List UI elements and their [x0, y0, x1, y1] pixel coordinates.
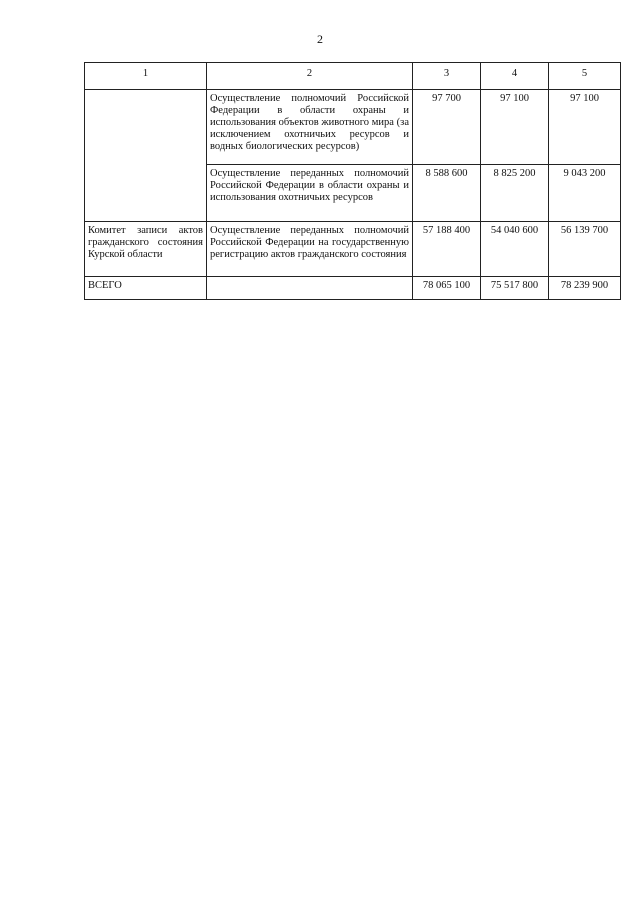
- total-value-col3: 78 065 100: [413, 277, 481, 300]
- value-cell-col4: 97 100: [481, 90, 549, 165]
- page-number: 2: [317, 32, 323, 46]
- value-cell-col5: 56 139 700: [549, 222, 621, 277]
- value-cell-col4: 54 040 600: [481, 222, 549, 277]
- description-cell: Осуществление полномочий Российской Федерации в области охраны и использования объектов животного мира (за исключением охотничьих ресурсов и водных биологических ресурсов): [207, 90, 413, 165]
- total-value-col4: 75 517 800: [481, 277, 549, 300]
- column-header: 5: [549, 63, 621, 90]
- value-cell-col3: 8 588 600: [413, 165, 481, 222]
- agency-cell: [85, 90, 207, 222]
- description-cell: Осуществление переданных полномочий Российской Федерации в области охраны и использования охотничьих ресурсов: [207, 165, 413, 222]
- description-cell: [207, 277, 413, 300]
- value-cell-col5: 97 100: [549, 90, 621, 165]
- table-header-row: [85, 63, 621, 90]
- total-value-col5: 78 239 900: [549, 277, 621, 300]
- column-header: 1: [85, 63, 207, 90]
- table-row: [85, 90, 621, 165]
- total-row: [85, 277, 621, 300]
- column-header: 3: [413, 63, 481, 90]
- value-cell-col5: 9 043 200: [549, 165, 621, 222]
- agency-cell: Комитет записи актов гражданского состояния Курской области: [85, 222, 207, 277]
- value-cell-col3: 57 188 400: [413, 222, 481, 277]
- column-header: 4: [481, 63, 549, 90]
- value-cell-col3: 97 700: [413, 90, 481, 165]
- total-label-cell: ВСЕГО: [85, 277, 207, 300]
- value-cell-col4: 8 825 200: [481, 165, 549, 222]
- description-cell: Осуществление переданных полномочий Российской Федерации на государственную регистрацию актов гражданского состояния: [207, 222, 413, 277]
- column-header: 2: [207, 63, 413, 90]
- budget-table: [84, 62, 621, 300]
- table-row: [85, 222, 621, 277]
